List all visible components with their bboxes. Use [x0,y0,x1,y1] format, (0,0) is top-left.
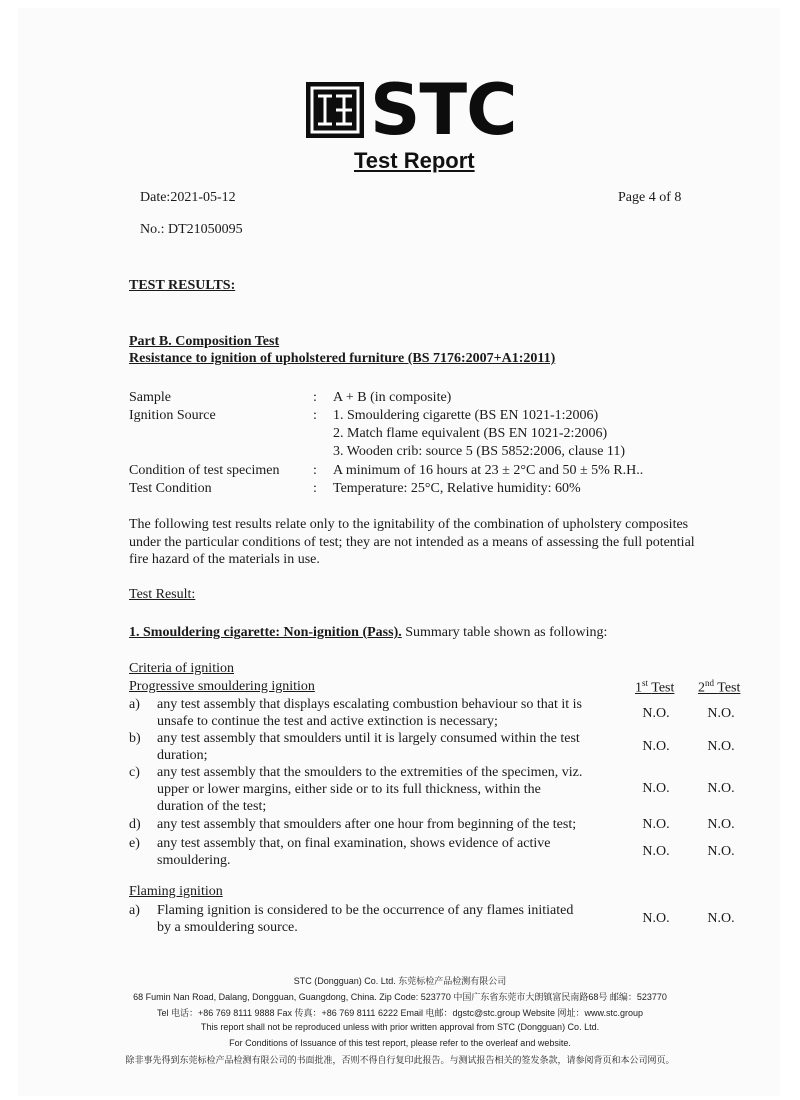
criteria-label: Criteria of ignition [129,661,234,676]
result-test-2: N.O. [707,781,735,796]
sample-value: A + B (in composite) [333,390,452,405]
result-test-1: N.O. [642,911,670,926]
result-test-2: N.O. [707,911,735,926]
colon: : [313,481,317,496]
row-letter: e) [129,836,140,851]
page-number: Page 4 of 8 [618,190,682,205]
result-test-1: N.O. [642,781,670,796]
footer-address: 68 Fumin Nan Road, Dalang, Dongguan, Guangdong, China. Zip Code: 523770 中国广东省东莞市大朗镇富民南路68号 邮编：523770 [133,992,667,1002]
test-condition-value: Temperature: 25°C, Relative humidity: 60% [333,481,581,496]
footer-contact: Tel 电话：+86 769 8111 9888 Fax 传真：+86 769 8111 6222 Email 电邮：dgstc@stc.group Website 网址：www.stc.group [156,1008,644,1018]
row-letter: a) [129,903,140,918]
stc-logo [306,69,526,151]
flaming-label: Flaming ignition [129,884,223,899]
criteria-text: smouldering. [157,853,231,868]
smouldering-result-line [129,625,607,641]
colon: : [313,408,317,423]
criteria-text: any test assembly that smoulders after one hour from beginning of the test; [157,817,577,832]
sample-label: Sample [129,390,171,405]
ignition-source-3: 3. Wooden crib: source 5 (BS 5852:2006, clause 11) [333,444,626,459]
test-condition-label: Test Condition [129,481,212,496]
criteria-text: unsafe to continue the test and active extinction is necessary; [157,714,498,729]
column-header-test-1 [635,678,674,697]
criteria-text: any test assembly that displays escalating combustion behaviour so that it is [157,697,582,712]
criteria-text: upper or lower margins, either side or to its full thickness, within the [157,782,541,797]
report-title: Test Report [354,148,475,173]
result-test-2: N.O. [707,817,735,832]
condition-label: Condition of test specimen [129,463,280,478]
stc-logo-text: STC [370,69,517,151]
column-header-test-2 [698,678,740,697]
colon: : [313,463,317,478]
col2-sup: nd [705,678,714,688]
condition-value: A minimum of 16 hours at 23 ± 2°C and 50 ± 5% R.H.. [333,463,644,478]
smouldering-summary: Summary table shown as following: [401,625,608,640]
report-date: Date:2021-05-12 [140,190,236,205]
result-test-2: N.O. [707,706,735,721]
ignition-source-1: 1. Smouldering cigarette (BS EN 1021-1:2006) [333,408,599,423]
footer-conditions: For Conditions of Issuance of this test report, please refer to the overleaf and website. [229,1038,571,1048]
test-result-label: Test Result: [129,587,196,602]
result-test-1: N.O. [642,817,670,832]
criteria-text: Flaming ignition is considered to be the occurrence of any flames initiated [157,903,574,918]
part-title: Part B. Composition Test [129,334,280,349]
colon: : [313,390,317,405]
ignition-source-label: Ignition Source [129,408,216,423]
row-letter: d) [129,817,141,832]
result-test-1: N.O. [642,706,670,721]
ignition-source-2: 2. Match flame equivalent (BS EN 1021-2:2006) [333,426,608,441]
criteria-text: duration of the test; [157,799,267,814]
stc-logo-mark [306,82,364,138]
col1-number: 1 [635,680,642,696]
result-test-2: N.O. [707,844,735,859]
test-results-heading: TEST RESULTS: [129,278,236,293]
disclaimer-line: under the particular conditions of test; they are not intended as a means of assessing the full potential [129,535,695,550]
row-letter: a) [129,697,140,712]
criteria-text: duration; [157,748,208,763]
progressive-label: Progressive smouldering ignition [129,679,315,694]
footer-notice: This report shall not be reproduced unless with prior written approval from STC (Dongguan) Co. Ltd. [200,1022,600,1032]
criteria-text: any test assembly that smoulders until it is largely consumed within the test [157,731,580,746]
disclaimer-line: The following test results relate only to the ignitability of the combination of upholstery composites [129,517,689,532]
result-test-1: N.O. [642,739,670,754]
criteria-text: any test assembly that, on final examination, shows evidence of active [157,836,551,851]
footer-notice-cn: 除非事先得到东莞标检产品检测有限公司的书面批准，否则不得自行复印此报告。与测试报告相关的签发条款，请参阅背页和本公司网页。 [125,1055,675,1065]
part-subtitle: Resistance to ignition of upholstered furniture (BS 7176:2007+A1:2011) [129,351,556,366]
result-test-1: N.O. [642,844,670,859]
criteria-text: by a smouldering source. [157,920,298,935]
col2-label: Test [717,680,741,696]
row-letter: b) [129,731,141,746]
report-number: No.: DT21050095 [140,222,243,237]
col1-sup: st [642,678,649,688]
criteria-text: any test assembly that the smoulders to the extremities of the specimen, viz. [157,765,583,780]
col1-label: Test [651,680,675,696]
smouldering-heading: 1. Smouldering cigarette: Non-ignition (Pass). [129,625,402,640]
footer-company: STC (Dongguan) Co. Ltd. 东莞标检产品检测有限公司 [293,976,507,986]
col2-number: 2 [698,680,705,696]
disclaimer-line: fire hazard of the materials in use. [129,552,320,567]
result-test-2: N.O. [707,739,735,754]
row-letter: c) [129,765,140,780]
